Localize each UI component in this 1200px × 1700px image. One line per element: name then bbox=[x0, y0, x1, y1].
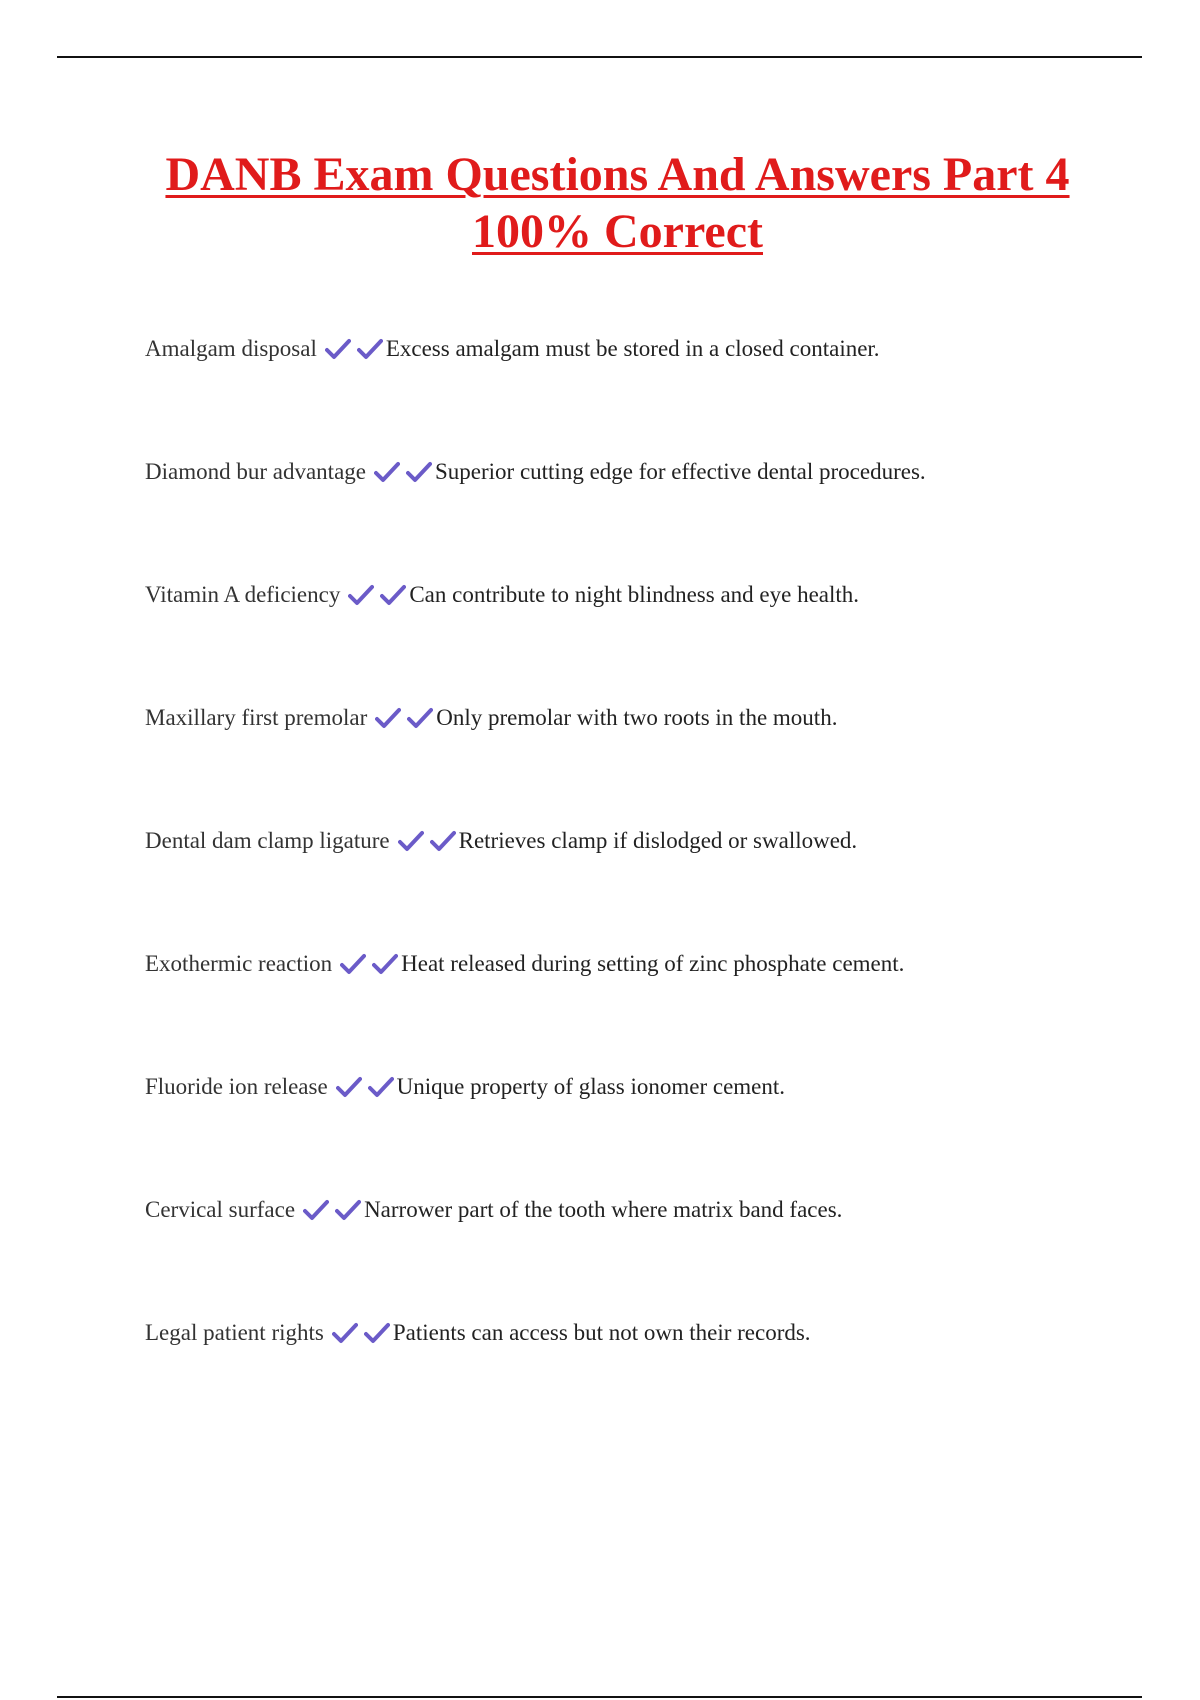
question-term: Vitamin A deficiency bbox=[145, 582, 341, 607]
title-line-2: 100% Correct bbox=[472, 205, 763, 258]
check-icon bbox=[368, 1076, 394, 1098]
check-icon bbox=[374, 461, 400, 483]
check-icon bbox=[335, 1199, 361, 1221]
answer-text: Only premolar with two roots in the mouth. bbox=[436, 705, 838, 730]
check-marks bbox=[340, 952, 398, 984]
check-marks bbox=[303, 1198, 361, 1230]
page-title bbox=[100, 146, 1135, 260]
qa-item bbox=[145, 948, 1145, 1071]
check-icon bbox=[336, 1076, 362, 1098]
answer-text: Excess amalgam must be stored in a closed container. bbox=[385, 336, 880, 361]
check-icon bbox=[398, 830, 424, 852]
answer-text: Patients can access but not own their records. bbox=[392, 1320, 811, 1345]
check-icon bbox=[407, 707, 433, 729]
question-term: Fluoride ion release bbox=[145, 1074, 328, 1099]
qa-list bbox=[145, 333, 1145, 1440]
check-marks bbox=[325, 337, 383, 369]
top-rule bbox=[57, 56, 1142, 58]
check-icon bbox=[332, 1322, 358, 1344]
answer-text: Unique property of glass ionomer cement. bbox=[396, 1074, 786, 1099]
qa-item bbox=[145, 825, 1145, 948]
qa-item bbox=[145, 1071, 1145, 1194]
question-term: Cervical surface bbox=[145, 1197, 296, 1222]
answer-text: Can contribute to night blindness and eye health. bbox=[409, 582, 860, 607]
check-icon bbox=[430, 830, 456, 852]
qa-item bbox=[145, 333, 1145, 456]
title-line-1: DANB Exam Questions And Answers Part 4 bbox=[165, 148, 1070, 201]
qa-item bbox=[145, 1317, 1145, 1440]
question-term: Dental dam clamp ligature bbox=[145, 828, 390, 853]
qa-item bbox=[145, 1194, 1145, 1317]
question-term: Legal patient rights bbox=[145, 1320, 324, 1345]
check-marks bbox=[348, 583, 406, 615]
answer-text: Narrower part of the tooth where matrix band faces. bbox=[364, 1197, 843, 1222]
answer-text: Heat released during setting of zinc phosphate cement. bbox=[401, 951, 905, 976]
check-marks bbox=[398, 829, 456, 861]
check-marks bbox=[336, 1075, 394, 1107]
check-icon bbox=[303, 1199, 329, 1221]
check-icon bbox=[348, 584, 374, 606]
check-icon bbox=[372, 953, 398, 975]
answer-text: Retrieves clamp if dislodged or swallowed. bbox=[458, 828, 858, 853]
check-marks bbox=[332, 1321, 390, 1353]
question-term: Amalgam disposal bbox=[145, 336, 317, 361]
check-icon bbox=[340, 953, 366, 975]
question-term: Diamond bur advantage bbox=[145, 459, 366, 484]
qa-item bbox=[145, 456, 1145, 579]
check-icon bbox=[406, 461, 432, 483]
check-icon bbox=[357, 338, 383, 360]
check-icon bbox=[375, 707, 401, 729]
qa-item bbox=[145, 702, 1145, 825]
bottom-rule bbox=[57, 1696, 1142, 1698]
check-icon bbox=[325, 338, 351, 360]
check-icon bbox=[364, 1322, 390, 1344]
check-marks bbox=[375, 706, 433, 738]
check-marks bbox=[374, 460, 432, 492]
check-icon bbox=[380, 584, 406, 606]
question-term: Exothermic reaction bbox=[145, 951, 333, 976]
question-term: Maxillary first premolar bbox=[145, 705, 368, 730]
qa-item bbox=[145, 579, 1145, 702]
answer-text: Superior cutting edge for effective dental procedures. bbox=[434, 459, 926, 484]
